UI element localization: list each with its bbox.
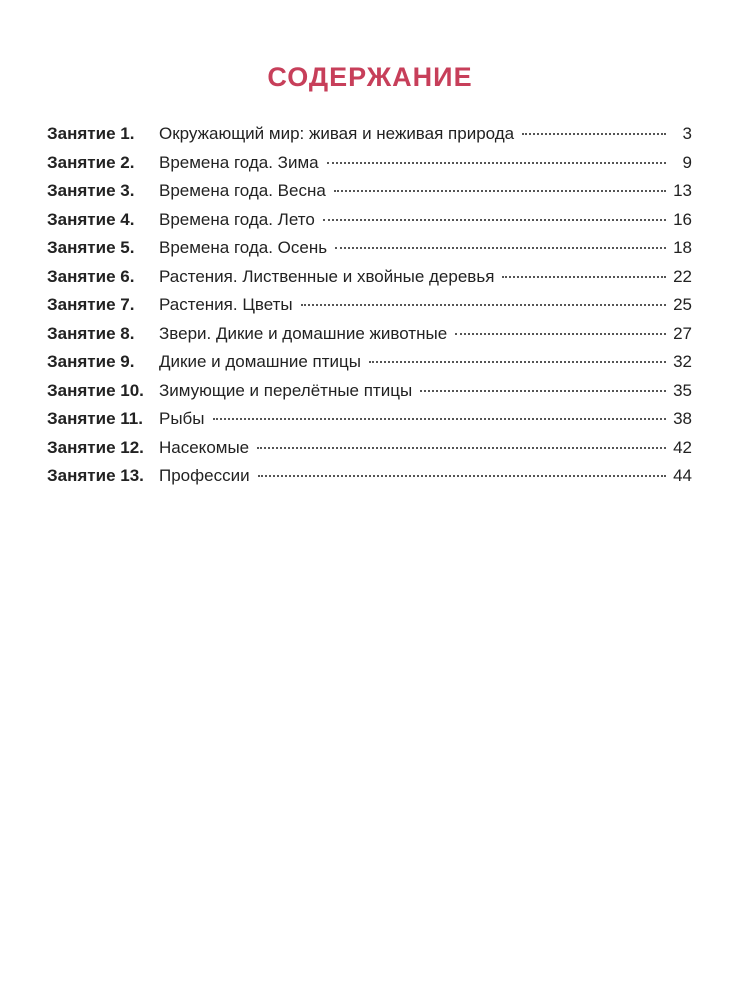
toc-dot-leader	[301, 304, 666, 306]
toc-topic: Времена года. Зима	[159, 152, 319, 172]
toc-lesson-number: Занятие 13.	[47, 466, 144, 485]
toc-lesson-number: Занятие 9.	[47, 352, 135, 371]
toc-page-number: 32	[673, 352, 692, 371]
toc-lesson-number: Занятие 8.	[47, 323, 135, 343]
toc-dot-leader	[335, 247, 666, 249]
toc-lesson-number: Занятие 7.	[47, 295, 135, 314]
toc-dot-leader	[213, 418, 666, 420]
toc-lesson-number: Занятие 6.	[47, 266, 135, 286]
toc-topic: Звери. Дикие и домашние животные	[159, 323, 448, 343]
toc-topic: Профессии	[159, 466, 250, 485]
toc-lesson-number: Занятие 10.	[47, 380, 144, 400]
toc-topic: Времена года. Лето	[159, 209, 315, 229]
toc-topic: Дикие и домашние птицы	[159, 352, 361, 371]
toc-entry[interactable]	[47, 405, 692, 434]
toc-entry[interactable]	[47, 149, 692, 178]
toc-entry[interactable]	[47, 434, 692, 463]
toc-page-number: 22	[673, 266, 692, 286]
toc-lesson-number: Занятие 1.	[47, 124, 135, 143]
toc-lesson-number: Занятие 3.	[47, 181, 135, 200]
toc-page-number: 3	[682, 124, 692, 143]
toc-dot-leader	[522, 133, 666, 135]
toc-page-number: 25	[673, 295, 692, 314]
toc-topic: Растения. Лиственные и хвойные деревья	[159, 266, 495, 286]
toc-topic: Времена года. Осень	[159, 238, 328, 257]
toc-page-number: 16	[673, 209, 692, 229]
toc-entry[interactable]	[47, 234, 692, 263]
toc-entry[interactable]	[47, 377, 692, 406]
toc-lesson-number: Занятие 4.	[47, 209, 135, 229]
toc-page-number: 35	[673, 380, 692, 400]
toc-page-number: 9	[682, 152, 692, 172]
toc-lesson-number: Занятие 2.	[47, 152, 135, 172]
toc-page-number: 18	[673, 238, 692, 257]
toc-entry[interactable]	[47, 462, 692, 491]
toc-lesson-number: Занятие 11.	[47, 409, 143, 428]
toc-lesson-number: Занятие 5.	[47, 238, 135, 257]
toc-lesson-number: Занятие 12.	[47, 437, 144, 457]
toc-page-number: 13	[673, 181, 692, 200]
toc-dot-leader	[334, 190, 666, 192]
toc-dot-leader	[258, 475, 666, 477]
toc-dot-leader	[257, 447, 666, 449]
toc-page-number: 38	[673, 409, 692, 428]
toc-topic: Рыбы	[159, 409, 205, 428]
toc-dot-leader	[323, 219, 666, 221]
toc-topic: Времена года. Весна	[159, 181, 326, 200]
toc-page-number: 42	[673, 437, 692, 457]
toc-dot-leader	[369, 361, 666, 363]
page-title: СОДЕРЖАНИЕ	[267, 62, 473, 92]
toc-entry[interactable]	[47, 206, 692, 235]
toc-entry[interactable]	[47, 263, 692, 292]
toc-topic: Растения. Цветы	[159, 295, 293, 314]
toc-topic: Зимующие и перелётные птицы	[159, 380, 413, 400]
toc-dot-leader	[455, 333, 666, 335]
toc-entry[interactable]	[47, 177, 692, 206]
toc-page-number: 27	[673, 323, 692, 343]
toc-dot-leader	[420, 390, 666, 392]
toc-dot-leader	[327, 162, 666, 164]
toc-entry[interactable]	[47, 291, 692, 320]
toc-page-number: 44	[673, 466, 692, 485]
table-of-contents	[47, 120, 692, 491]
toc-dot-leader	[502, 276, 666, 278]
toc-entry[interactable]	[47, 120, 692, 149]
toc-topic: Насекомые	[159, 437, 250, 457]
toc-entry[interactable]	[47, 348, 692, 377]
toc-topic: Окружающий мир: живая и неживая природа	[159, 124, 515, 143]
toc-entry[interactable]	[47, 320, 692, 349]
